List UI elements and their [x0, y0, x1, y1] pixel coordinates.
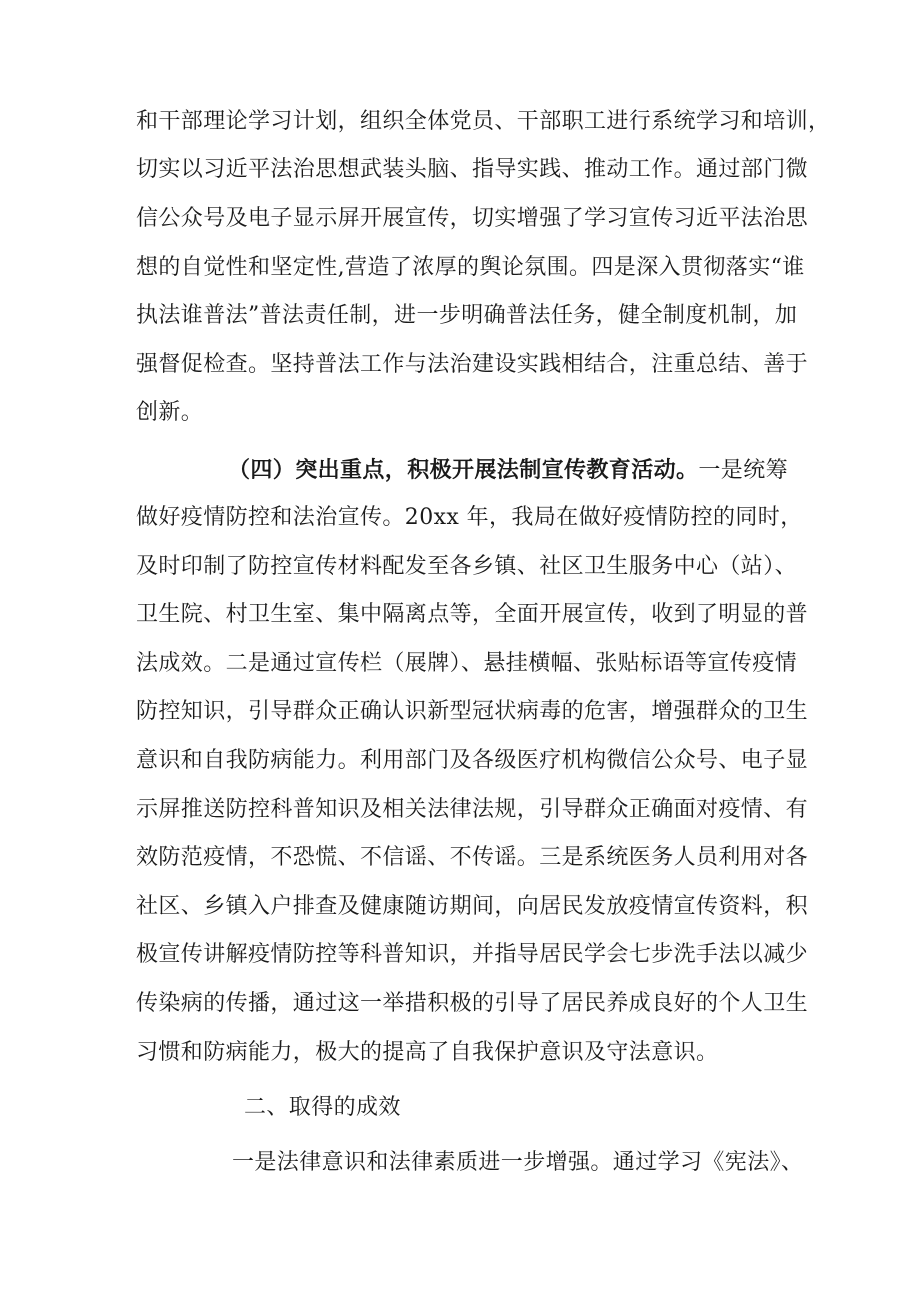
paragraph2-line-13: 习惯和防病能力，极大的提高了自我保护意识及守法意识。	[136, 1040, 719, 1065]
paragraph3-first-line: 一是法律意识和法律素质进一步增强。通过学习《宪法》、	[232, 1150, 804, 1175]
section-heading: 二、取得的成效	[244, 1095, 401, 1120]
paragraph2-line-5: 法成效。二是通过宣传栏（展牌）、悬挂横幅、张贴标语等宣传疫情	[136, 651, 798, 676]
paragraph1-line-1: 和干部理论学习计划，组织全体党员、干部职工进行系统学习和培训，	[136, 109, 831, 134]
paragraph2-line-3: 及时印制了防控宣传材料配发至各乡镇、社区卫生服务中心（站）、	[136, 554, 798, 579]
paragraph2-line-11: 极宣传讲解疫情防控等科普知识，并指导居民学会七步洗手法以减少	[136, 942, 809, 967]
paragraph1-line-7: 创新。	[136, 400, 204, 425]
paragraph2-line-9: 效防范疫情，不恐慌、不信谣、不传谣。三是系统医务人员利用对各	[136, 845, 809, 870]
paragraph2-line-12: 传染病的传播，通过这一举措积极的引导了居民养成良好的个人卫生	[136, 991, 809, 1016]
paragraph2-first-line-text: 一是统筹	[698, 458, 789, 483]
paragraph2-line-8: 示屏推送防控科普知识及相关法律法规，引导群众正确面对疫情、有	[136, 797, 809, 822]
paragraph2-line-4: 卫生院、村卫生室、集中隔离点等，全面开展宣传，收到了明显的普	[136, 602, 809, 627]
subsection-heading: （四）突出重点，积极开展法制宣传教育活动。	[228, 457, 699, 483]
paragraph1-line-3: 信公众号及电子显示屏开展宣传，切实增强了学习宣传习近平法治思	[136, 206, 809, 231]
paragraph1-line-6: 强督促检查。坚持普法工作与法治建设实践相结合，注重总结、善于	[136, 352, 809, 377]
paragraph1-line-5: 执法谁普法”普法责任制，进一步明确普法任务，健全制度机制，加	[136, 303, 798, 328]
paragraph2-line-7: 意识和自我防病能力。利用部门及各级医疗机构微信公众号、电子显	[136, 748, 809, 773]
paragraph1-line-4: 想的自觉性和坚定性,营造了浓厚的舆论氛围。四是深入贯彻落实“谁	[136, 255, 805, 280]
paragraph2-line-6: 防控知识，引导群众正确认识新型冠状病毒的危害，增强群众的卫生	[136, 699, 809, 724]
paragraph2-first-line	[228, 455, 900, 486]
paragraph2-line-10: 社区、乡镇入户排查及健康随访期间，向居民发放疫情宣传资料，积	[136, 894, 809, 919]
paragraph2-line-2: 做好疫情防控和法治宣传。20xx 年，我局在做好疫情防控的同时，	[136, 505, 803, 530]
paragraph1-line-2: 切实以习近平法治思想武装头脑、指导实践、推动工作。通过部门微	[136, 157, 809, 182]
